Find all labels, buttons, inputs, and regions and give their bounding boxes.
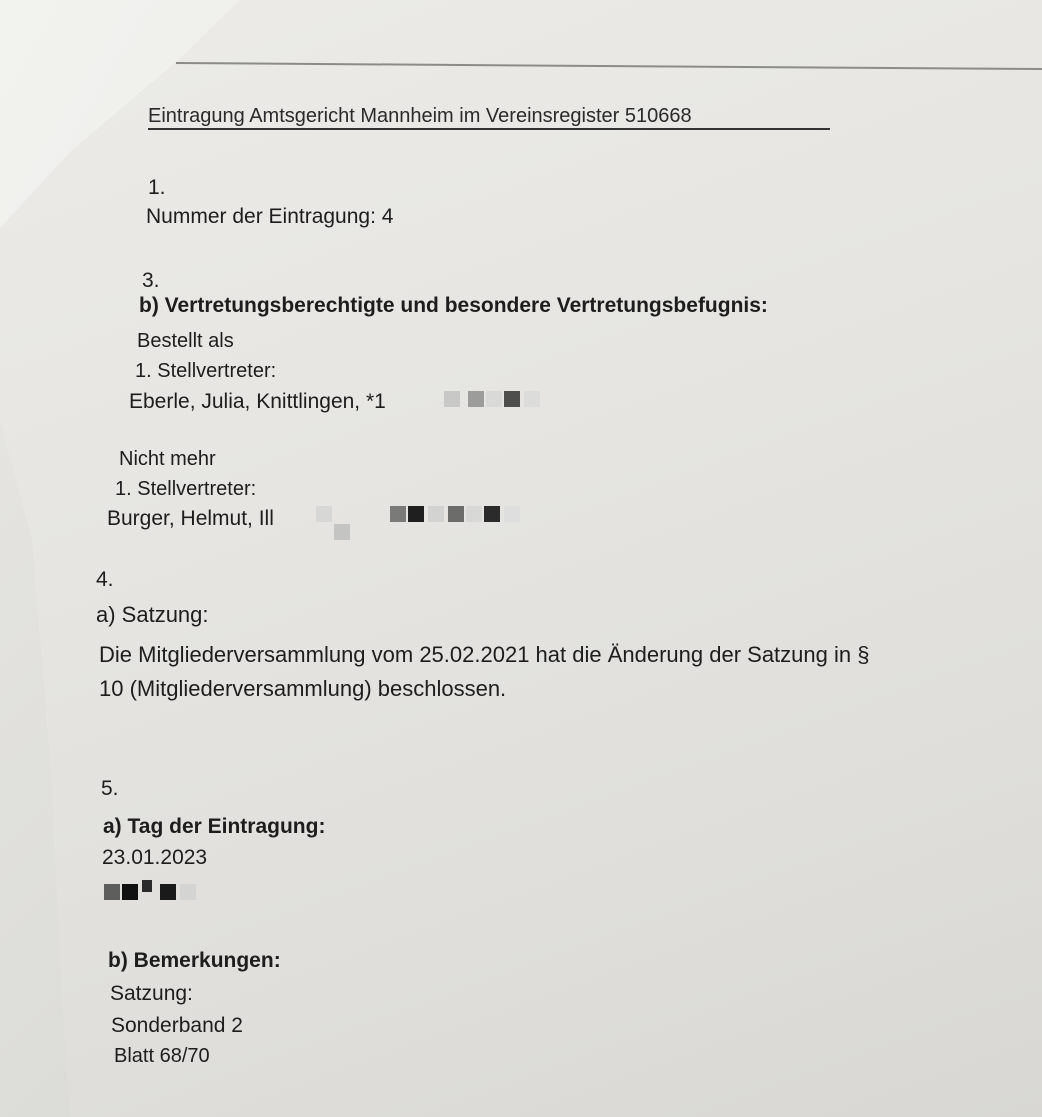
remarks-line-2: Sonderband 2 bbox=[111, 1014, 243, 1037]
removed-person: Burger, Helmut, Ill bbox=[107, 507, 274, 530]
heading-underline bbox=[148, 128, 830, 130]
statute-text-line-2: 10 (Mitgliederversammlung) beschlossen. bbox=[99, 676, 507, 701]
redacted-birthdate bbox=[436, 391, 546, 409]
section-1-number: 1. bbox=[148, 176, 166, 199]
appointed-person: Eberle, Julia, Knittlingen, *1 bbox=[129, 390, 386, 413]
entry-date: 23.01.2023 bbox=[102, 846, 208, 869]
role-2-label: 1. Stellvertreter: bbox=[115, 478, 257, 500]
remarks-line-1: Satzung: bbox=[110, 982, 193, 1005]
redacted-person-details bbox=[312, 504, 522, 540]
section-3-number: 3. bbox=[142, 269, 160, 292]
section-4-number: 4. bbox=[96, 568, 114, 591]
role-1-label: 1. Stellvertreter: bbox=[135, 360, 277, 382]
remarks-heading: b) Bemerkungen: bbox=[108, 949, 281, 972]
redacted-signature bbox=[104, 880, 200, 902]
section-5-number: 5. bbox=[101, 777, 119, 800]
document-heading: Eintragung Amtsgericht Mannheim im Vereinsregister 510668 bbox=[148, 105, 692, 127]
statute-text-line-1: Die Mitgliederversammlung vom 25.02.2021 hat die Änderung der Satzung in § bbox=[99, 642, 870, 667]
appointed-as-label: Bestellt als bbox=[137, 330, 234, 352]
statute-heading: a) Satzung: bbox=[96, 602, 209, 627]
representatives-heading: b) Vertretungsberechtigte und besondere Vertretungsbefugnis: bbox=[139, 294, 768, 317]
no-longer-label: Nicht mehr bbox=[119, 448, 216, 470]
remarks-line-3: Blatt 68/70 bbox=[114, 1045, 210, 1067]
entry-date-heading: a) Tag der Eintragung: bbox=[103, 815, 326, 838]
entry-number: Nummer der Eintragung: 4 bbox=[146, 205, 394, 228]
